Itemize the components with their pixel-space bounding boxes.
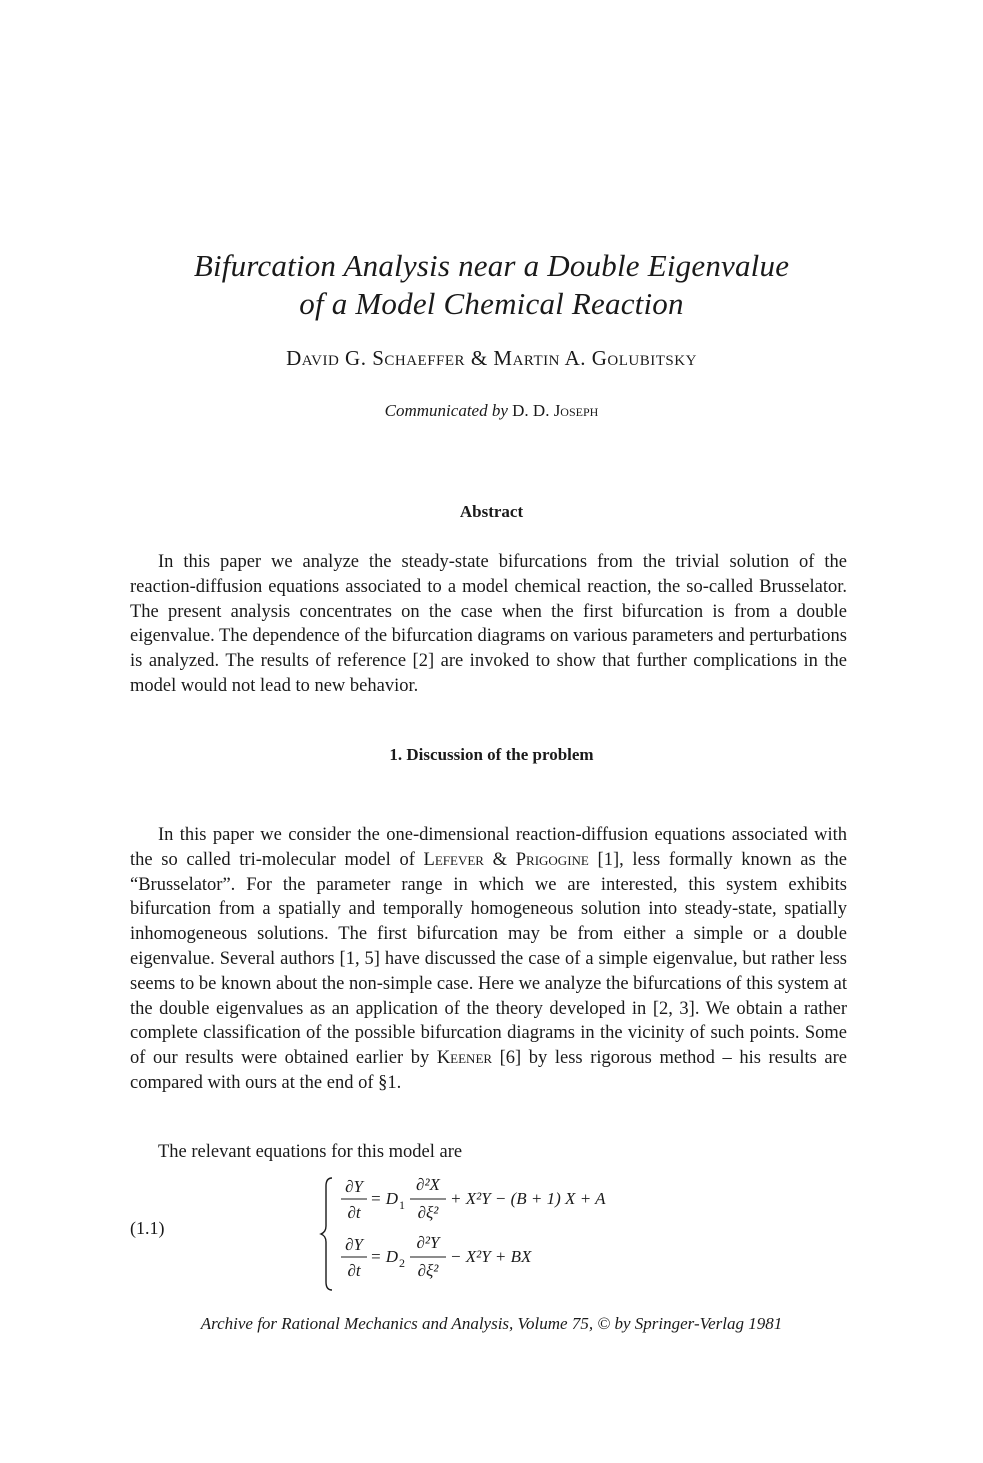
communicated-name: D. D. Joseph (512, 401, 599, 420)
section-paragraph-1 (130, 823, 847, 1096)
abstract-body: In this paper we analyze the steady-state bifurcations from the trivial solution of the reaction-diffusion equations associated to a model chemical reaction, the so-called Brusselator. The present analysis concentrates on the case when the first bifurcation is from a double eigenvalue. The dependence of the bifurcation diagrams on various parameters and perturbations is analyzed. The results of reference [2] are invoked to show that further complications in the model would not lead to new behavior. (130, 552, 847, 696)
eq2-tail: − X²Y + BX (450, 1247, 532, 1266)
p1-ampersand: & (483, 849, 516, 870)
eq2-rhs-den: ∂ξ² (417, 1261, 439, 1280)
equation-label: (1.1) (130, 1218, 165, 1238)
p1-text-c: [6] by less rigorous method – his results are compared with ours at the end of §1. (130, 1048, 847, 1093)
communicated-by (0, 401, 983, 421)
eq1-eq: = D (370, 1189, 398, 1208)
equation-1-1 (318, 1174, 718, 1294)
paper-title-line-1: Bifurcation Analysis near a Double Eigenvalue (193, 248, 790, 283)
eq1-rhs-num: ∂²X (416, 1175, 440, 1194)
eq1-rhs-den: ∂ξ² (417, 1203, 439, 1222)
paper-title-line-2: of a Model Chemical Reaction (299, 286, 684, 321)
equation-brace (321, 1178, 332, 1290)
author-ref-keener: Keener (436, 1048, 493, 1069)
eq2-lhs-den: ∂t (347, 1261, 361, 1280)
section-heading: 1. Discussion of the problem (389, 745, 594, 764)
author-ref-prigogine: Prigogine (515, 849, 589, 870)
eq2-lhs-num: ∂Y (345, 1235, 363, 1254)
authors: David G. Schaeffer & Martin A. Golubitsky (286, 346, 697, 370)
eq1-sub: 1 (399, 1198, 405, 1212)
eq2-sub: 2 (399, 1256, 405, 1270)
communicated-prefix: Communicated by (384, 401, 508, 420)
abstract-text (130, 550, 847, 699)
author-ref-lefever: Lefever (423, 849, 484, 870)
eq1-lhs-num: ∂Y (345, 1177, 363, 1196)
eq2-eq: = D (370, 1247, 398, 1266)
p1-text-b: [1], less formally known as the “Brusselator”. For the parameter range in which we are interested, this system exhibits bifurcation from a spatially and temporally homogeneous solution into steady-state, spatially inhomogeneous solutions. The first bifurcation may be from either a simple or a double eigenvalue. Several authors [1, 5] have discussed the case of a simple eigenvalue, but rather less seems to be known about the non-simple case. Here we analyze the bifurcations of this system at the double eigenvalues as an application of the theory developed in [2, 3]. We obtain a rather complete classification of the possible bifurcation diagrams in the vicinity of such points. Some of our results were obtained earlier by (130, 849, 847, 1069)
p1-text-a: In this paper we consider the one-dimensional reaction-diffusion equations associated with the so called tri-molecular model of (130, 825, 847, 870)
journal-footer: Archive for Rational Mechanics and Analysis, Volume 75, © by Springer-Verlag 1981 (200, 1314, 783, 1333)
abstract-heading: Abstract (459, 502, 524, 521)
eq1-tail: + X²Y − (B + 1) X + A (450, 1189, 606, 1208)
eq1-lhs-den: ∂t (347, 1203, 361, 1222)
eq2-rhs-num: ∂²Y (416, 1233, 440, 1252)
section-paragraph-2: The relevant equations for this model are (158, 1142, 463, 1162)
